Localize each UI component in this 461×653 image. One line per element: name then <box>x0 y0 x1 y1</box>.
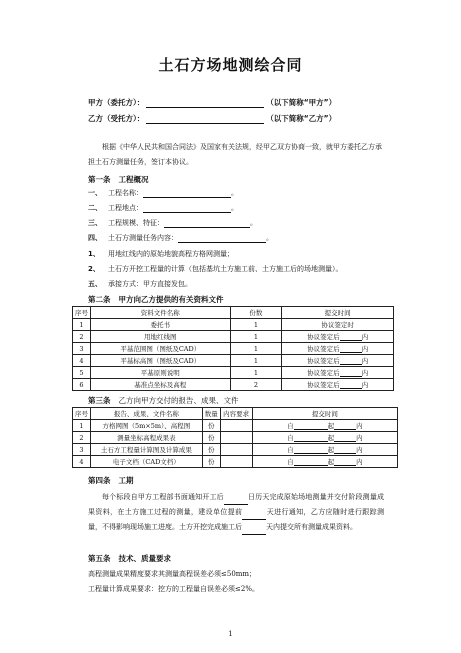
cell-qty: 1 <box>230 367 282 379</box>
from-blank[interactable] <box>294 423 328 430</box>
deliverables-table <box>72 407 398 468</box>
cell-no: 1 <box>73 420 91 432</box>
time-blank[interactable] <box>340 358 362 365</box>
sec5-label: 第五条 <box>88 554 111 563</box>
table-row <box>73 331 394 343</box>
cell-name: 平基原则说明 <box>90 367 230 379</box>
cell-name: 测量坐标高程成果表 <box>90 432 202 444</box>
party-b-blank[interactable] <box>146 115 264 124</box>
days-blank-3[interactable] <box>242 526 266 535</box>
project-location-blank[interactable] <box>143 204 231 213</box>
item-num: 一、 <box>88 189 102 197</box>
cell-time <box>282 331 394 343</box>
to-blank[interactable] <box>334 459 356 466</box>
schedule-text-1: 每个标段自甲方工程部书面通知开工后 <box>102 493 224 501</box>
item-num: 三、 <box>88 219 102 227</box>
cell-name: 电子文档（CAD文档） <box>90 456 202 468</box>
sec1-subitem-2 <box>88 264 343 274</box>
cell-qty: 1 <box>230 355 282 367</box>
time-text: 协议签定后 <box>307 333 340 341</box>
sec1-title: 工程概况 <box>118 175 149 184</box>
schedule-text-2: 日历天完成原始场地测量并交付阶段测量成果资料，在土方施工过程的测量，建设单位提前 <box>88 493 385 516</box>
tail-text: 内 <box>356 446 363 454</box>
party-a-suffix: （以下简称“甲方”） <box>266 98 337 107</box>
cell-time <box>282 343 394 355</box>
task-content-blank[interactable] <box>178 234 266 243</box>
time-text: 协议签定后 <box>307 381 340 389</box>
cell-time <box>282 355 394 367</box>
cell-no: 4 <box>73 456 91 468</box>
cell-time <box>282 367 394 379</box>
cell-name: 土石方工程量计算图及计算成果 <box>90 444 202 456</box>
cell-requirement[interactable] <box>220 432 252 444</box>
item-num: 五、 <box>88 280 102 288</box>
sec1-subitem-3 <box>88 279 192 289</box>
cell-no: 6 <box>73 379 91 391</box>
from-text: 自 <box>287 422 294 430</box>
party-a-label: 甲方（委托方）： <box>88 98 145 107</box>
cell-no: 1 <box>73 319 91 331</box>
preamble: 根据《中华人民共和国合同法》及国家有关法规，经甲乙双方协商一致，就甲方委托乙方承担土石方测量任务，签订本协议。 <box>88 143 382 166</box>
item-num: 1、 <box>88 250 100 258</box>
col-header: 报告、成果、文件名称 <box>90 408 202 420</box>
from-blank[interactable] <box>294 447 328 454</box>
party-a-blank[interactable] <box>146 99 264 108</box>
table-header-row <box>73 307 394 319</box>
cell-name: 用地红线图 <box>90 331 230 343</box>
item-text: 土石方开挖工程量的计算（包括基坑土方施工前、土方施工后的场地测量）。 <box>108 265 343 273</box>
to-text: 起 <box>327 458 335 466</box>
sec2-label: 第二条 <box>88 295 111 304</box>
col-header: 序号 <box>73 408 91 420</box>
cell-time <box>282 319 394 331</box>
cell-no: 2 <box>73 432 91 444</box>
time-tail: 内 <box>361 357 369 365</box>
col-header: 资料文件名称 <box>90 307 230 319</box>
table-row <box>73 420 398 432</box>
item-label: 土石方测量任务内容： <box>108 234 178 242</box>
time-tail: 内 <box>361 345 369 353</box>
schedule-text-4: 天内提交所有测量成果资料。 <box>266 523 357 531</box>
cell-no: 3 <box>73 343 91 355</box>
sec4-heading <box>88 475 134 486</box>
cell-no: 5 <box>73 367 91 379</box>
cell-qty: 份 <box>202 456 220 468</box>
cell-name: 基准点坐标及高程 <box>90 379 230 391</box>
item-label: 工程名称： <box>108 189 143 197</box>
time-tail: 内 <box>361 381 369 389</box>
page-title: 土石方场地测绘合同 <box>158 56 303 74</box>
days-blank-2[interactable] <box>242 511 266 520</box>
col-header: 份数 <box>230 307 282 319</box>
sec5-heading <box>88 553 171 564</box>
item-label: 工程地点： <box>108 204 143 212</box>
cell-time <box>252 432 397 444</box>
item-text: 承接方式：甲方直接发包。 <box>108 280 192 288</box>
to-blank[interactable] <box>334 435 356 442</box>
time-blank[interactable] <box>340 346 362 353</box>
page-number: 1 <box>228 630 233 638</box>
cell-qty: 2 <box>230 379 282 391</box>
cell-time <box>252 420 397 432</box>
sec3-title: 乙方向甲方交付的报告、成果、文件 <box>118 396 239 405</box>
sec4-label: 第四条 <box>88 476 111 485</box>
party-b-label: 乙方（受托方）： <box>88 114 145 123</box>
table-row <box>73 319 394 331</box>
to-text: 起 <box>327 434 335 442</box>
to-blank[interactable] <box>334 423 356 430</box>
to-text: 起 <box>327 422 335 430</box>
col-header: 数量 <box>202 408 220 420</box>
from-blank[interactable] <box>294 459 328 466</box>
cell-qty: 1 <box>230 319 282 331</box>
from-text: 自 <box>287 458 294 466</box>
cell-no: 2 <box>73 331 91 343</box>
cell-requirement[interactable] <box>220 444 252 456</box>
table-row <box>73 456 398 468</box>
table-header-row <box>73 408 398 420</box>
schedule-text-3: 天进行通知，乙方应随时进行跟踪测量，不得影响现场施工进度。土方开挖完成施工后 <box>88 508 385 531</box>
table-row <box>73 343 394 355</box>
time-blank[interactable] <box>340 370 362 377</box>
time-text: 协议签定后 <box>307 357 340 365</box>
sec5-title: 技术、质量要求 <box>118 554 171 563</box>
cell-name: 委托书 <box>90 319 230 331</box>
from-text: 自 <box>287 434 294 442</box>
sec1-item-3 <box>88 218 257 228</box>
time-text: 协议签定时 <box>321 321 354 329</box>
item-label: 工程规模、特征： <box>108 219 164 227</box>
party-a-line <box>88 97 336 108</box>
time-text: 协议签定后 <box>307 369 340 377</box>
cell-time <box>252 456 397 468</box>
cell-name: 平基范围图（图纸及CAD） <box>90 343 230 355</box>
cell-qty: 份 <box>202 432 220 444</box>
cell-qty: 份 <box>202 444 220 456</box>
table-row <box>73 355 394 367</box>
col-header: 序号 <box>73 307 91 319</box>
from-blank[interactable] <box>294 435 328 442</box>
provided-docs-table <box>72 306 394 391</box>
time-blank[interactable] <box>340 334 362 341</box>
tail-text: 内 <box>356 422 363 430</box>
item-tail: 。 <box>250 219 257 227</box>
sec3-heading <box>88 395 239 406</box>
cell-qty: 1 <box>230 331 282 343</box>
table-row <box>73 432 398 444</box>
col-header: 内容要求 <box>220 408 252 420</box>
from-text: 自 <box>287 446 294 454</box>
party-b-suffix: （以下简称“乙方”） <box>266 114 337 123</box>
cell-no: 4 <box>73 355 91 367</box>
sec1-item-2 <box>88 203 238 213</box>
sec3-label: 第三条 <box>88 396 111 405</box>
table-row <box>73 367 394 379</box>
cell-qty: 1 <box>230 343 282 355</box>
item-num: 二、 <box>88 204 102 212</box>
to-text: 起 <box>327 446 335 454</box>
time-text: 协议签定后 <box>307 345 340 353</box>
quality-line-2: 工程量计算成果要求：挖方的工程量自误差必须≤2%。 <box>88 585 259 593</box>
time-tail: 内 <box>361 333 369 341</box>
item-num: 2、 <box>88 265 100 273</box>
sec1-label: 第一条 <box>88 175 111 184</box>
cell-requirement[interactable] <box>220 456 252 468</box>
item-tail: 。 <box>266 234 273 242</box>
sec2-title: 甲方向乙方提供的有关资料文件 <box>118 295 224 304</box>
sec1-item-4 <box>88 233 273 243</box>
cell-no: 3 <box>73 444 91 456</box>
party-b-line <box>88 113 336 124</box>
sec2-heading <box>88 294 224 305</box>
item-text: 用地红线内的原始地貌高程方格网测量； <box>108 250 234 258</box>
table-row <box>73 444 398 456</box>
time-tail: 内 <box>361 369 369 377</box>
item-tail: 。 <box>231 189 238 197</box>
tail-text: 内 <box>356 458 363 466</box>
col-header: 提交时间 <box>282 307 394 319</box>
cell-time <box>252 444 397 456</box>
cell-name: 平基标高图（图纸及CAD） <box>90 355 230 367</box>
sec1-item-1 <box>88 188 238 198</box>
quality-line-1: 高程测量成果精度要求其测量高程误差必须≤50mm； <box>88 570 257 578</box>
sec1-subitem-1 <box>88 249 234 259</box>
sec4-title: 工期 <box>118 476 134 485</box>
time-blank[interactable] <box>340 382 362 389</box>
days-blank-1[interactable] <box>224 496 248 505</box>
table-row <box>73 379 394 391</box>
sec1-heading <box>88 174 149 185</box>
project-name-blank[interactable] <box>143 189 231 198</box>
cell-qty: 份 <box>202 420 220 432</box>
tail-text: 内 <box>356 434 363 442</box>
cell-requirement[interactable] <box>220 420 252 432</box>
project-scale-blank[interactable] <box>164 219 250 228</box>
to-blank[interactable] <box>334 447 356 454</box>
col-header: 提交时间 <box>252 408 397 420</box>
item-num: 四、 <box>88 234 102 242</box>
cell-time <box>282 379 394 391</box>
schedule-paragraph <box>88 490 384 535</box>
item-tail: 。 <box>231 204 238 212</box>
cell-name: 方格网图（5m×5m）、高程图 <box>90 420 202 432</box>
